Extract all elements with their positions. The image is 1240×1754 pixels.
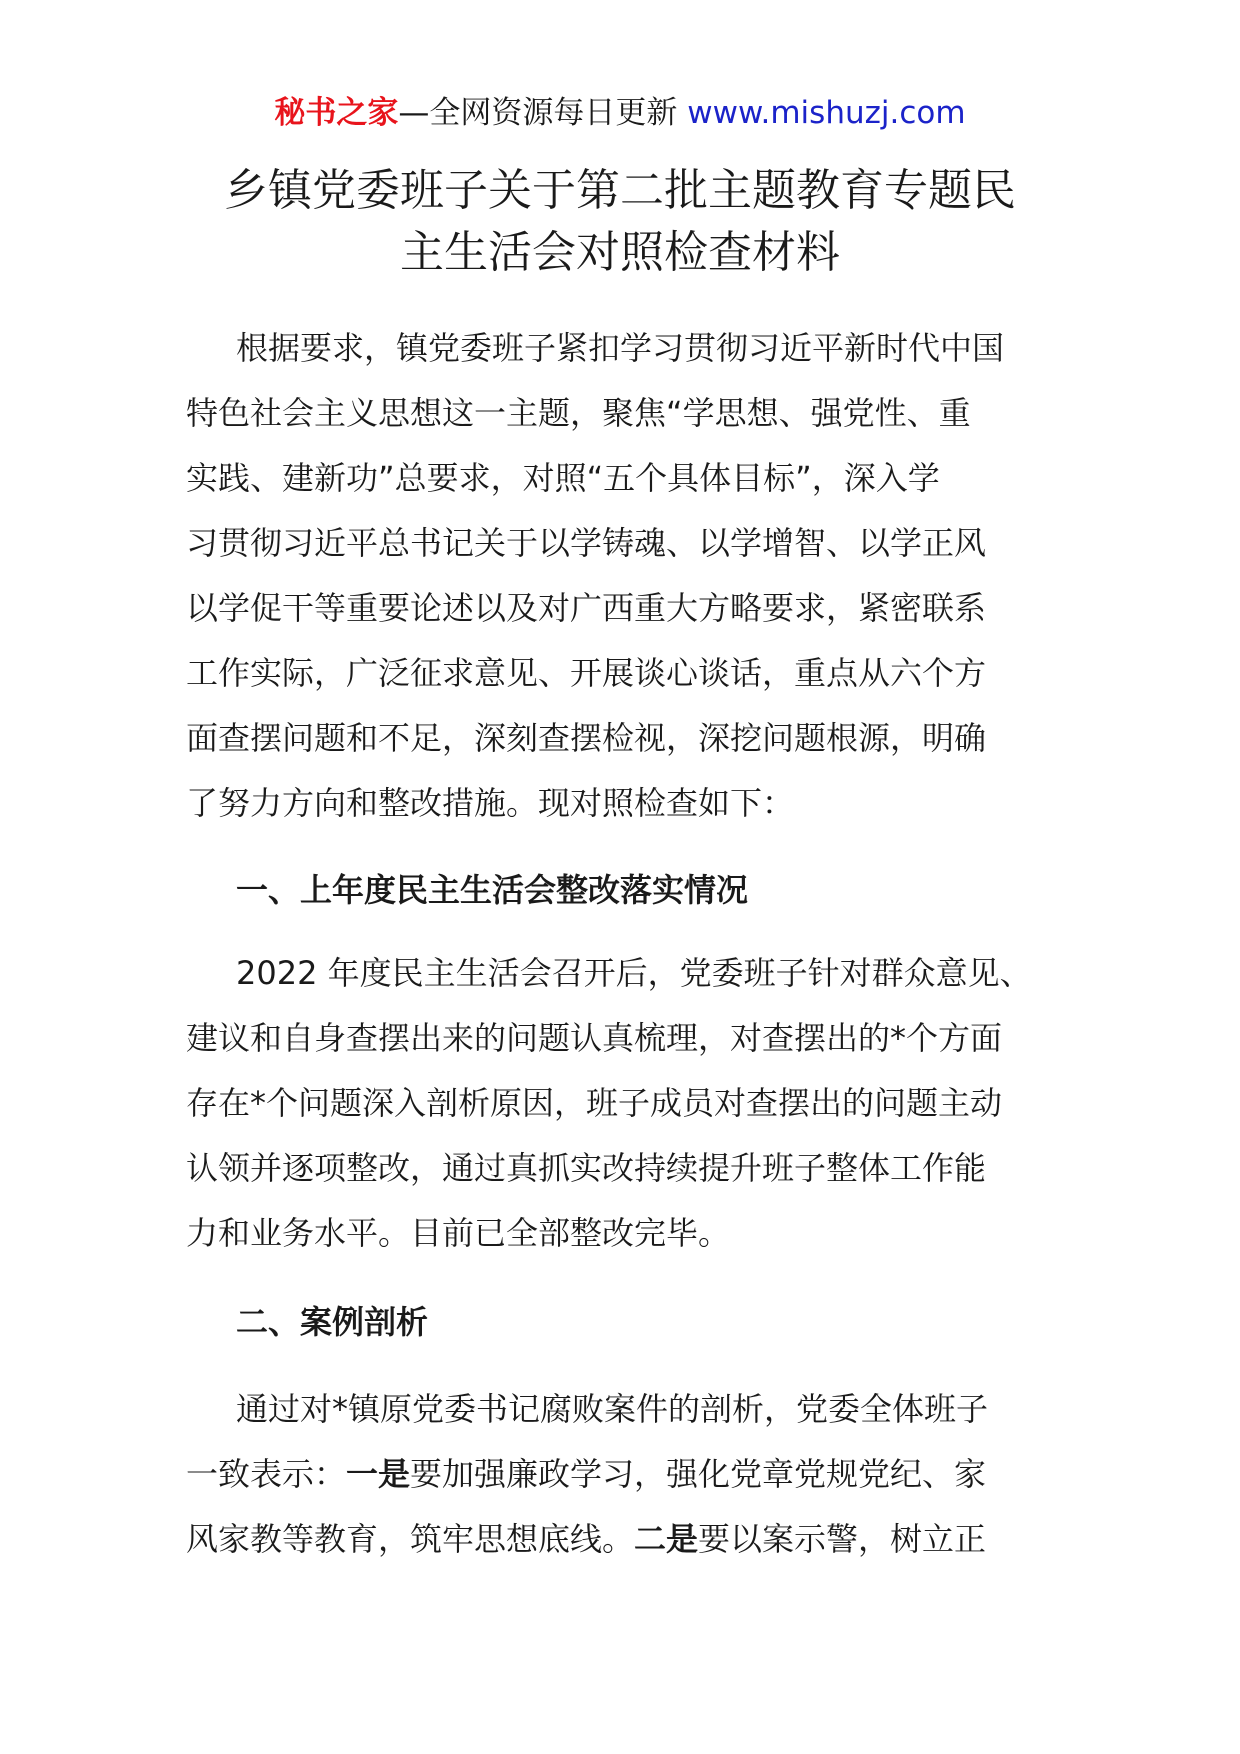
section-1-paragraph	[186, 941, 1066, 1266]
section-2-text: 要加强廉政学习，强化党章党规党纪、家	[410, 1455, 987, 1493]
header-tagline: —全网资源每日更新	[398, 95, 678, 131]
section-2-line: 通过对*镇原党委书记腐败案件的剖析，党委全体班子	[236, 1390, 989, 1428]
intro-line: 根据要求，镇党委班子紧扣学习贯彻习近平新时代中国	[236, 329, 1005, 367]
section-1-line: 认领并逐项整改，通过真抓实改持续提升班子整体工作能	[186, 1149, 987, 1187]
title-line-2: 主生活会对照检查材料	[400, 227, 840, 278]
section-2-heading: 二、案例剖析	[236, 1303, 429, 1341]
section-2-text: 要以案示警，树立正	[698, 1520, 987, 1558]
intro-line: 特色社会主义思想这一主题，聚焦“学思想、强党性、重	[186, 394, 971, 432]
brand-name: 秘书之家	[274, 95, 399, 131]
section-1-line: 存在*个问题深入剖析原因，班子成员对查摆出的问题主动	[186, 1084, 1003, 1122]
section-1-heading: 一、上年度民主生活会整改落实情况	[236, 871, 749, 909]
intro-paragraph	[186, 316, 1066, 836]
section-1-line: 力和业务水平。目前已全部整改完毕。	[186, 1214, 731, 1252]
section-2-paragraph	[186, 1377, 1066, 1572]
section-1-line: 建议和自身查摆出来的问题认真梳理，对查摆出的*个方面	[186, 1019, 1003, 1057]
intro-line: 习贯彻习近平总书记关于以学铸魂、以学增智、以学正风	[186, 524, 987, 562]
point-two-label: 二是	[634, 1520, 699, 1558]
document-body	[186, 316, 1066, 1572]
site-url-link[interactable]: www.mishuzj.com	[687, 95, 966, 131]
intro-line: 以学促干等重要论述以及对广西重大方略要求，紧密联系	[186, 589, 987, 627]
section-2-text: 一致表示：	[186, 1455, 347, 1493]
intro-line: 面查摆问题和不足，深刻查摆检视，深挖问题根源，明确	[186, 719, 987, 757]
site-header	[0, 95, 1240, 131]
section-2-line	[186, 1507, 1066, 1572]
section-2-line	[186, 1442, 1066, 1507]
document-title	[0, 160, 1240, 284]
title-line-1: 乡镇党委班子关于第二批主题教育专题民	[224, 165, 1016, 216]
point-one-label: 一是	[346, 1455, 411, 1493]
intro-line: 了努力方向和整改措施。现对照检查如下：	[186, 784, 795, 822]
section-2-text: 风家教等教育，筑牢思想底线。	[186, 1520, 635, 1558]
intro-line: 工作实际，广泛征求意见、开展谈心谈话，重点从六个方	[186, 654, 987, 692]
intro-line: 实践、建新功”总要求，对照“五个具体目标”，深入学	[186, 459, 940, 497]
section-1-line: 2022 年度民主生活会召开后，党委班子针对群众意见、	[236, 954, 1032, 992]
